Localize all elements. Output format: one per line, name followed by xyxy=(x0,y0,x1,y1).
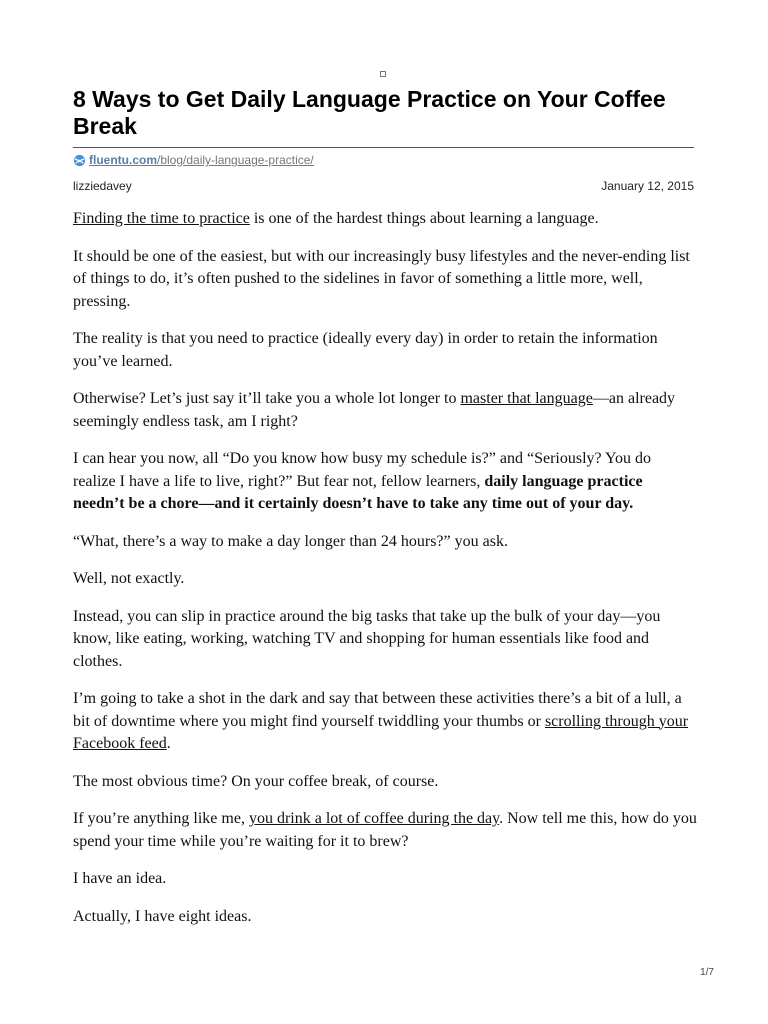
article-body xyxy=(73,208,697,943)
publish-date: January 12, 2015 xyxy=(601,179,694,193)
globe-icon xyxy=(73,154,86,167)
paragraph-text: I’m going to take a shot in the dark and say that between these activities there’s a bit of a lull, a bit of downtime where you might find yourself twiddling your thumbs or xyxy=(73,690,682,730)
article-title: 8 Ways to Get Daily Language Practice on Your Coffee Break xyxy=(73,86,666,139)
paragraph-text: . xyxy=(166,735,171,752)
source-domain: fluentu.com xyxy=(89,153,157,167)
paragraph: Well, not exactly. xyxy=(73,570,185,587)
paragraph: I have an idea. xyxy=(73,870,167,887)
author-name: lizziedavey xyxy=(73,179,132,193)
paragraph: Instead, you can slip in practice around the big tasks that take up the bulk of your day—you know, like eating, working, watching TV and shopping for human essentials like food and clothes. xyxy=(73,607,661,670)
paragraph: The reality is that you need to practice (ideally every day) in order to retain the information you’ve learned. xyxy=(73,330,658,370)
paragraph xyxy=(73,808,697,853)
link-scrolling-facebook[interactable]: scrolling through your Facebook feed xyxy=(73,712,689,752)
source-link-row[interactable] xyxy=(73,153,314,167)
paragraph xyxy=(73,208,697,231)
paragraph: “What, there’s a way to make a day longer than 24 hours?” you ask. xyxy=(73,532,508,550)
paragraph xyxy=(73,688,697,756)
paragraph-text: is one of the hardest things about learning a language. xyxy=(249,210,599,227)
paragraph-text: —an already seemingly endless task, am I right? xyxy=(73,390,676,430)
page-number: 1/7 xyxy=(700,967,714,978)
page-top-marker xyxy=(380,71,386,77)
paragraph xyxy=(73,388,697,433)
link-master-language[interactable]: master that language xyxy=(460,390,593,407)
paragraph-text: . Now tell me this, how do you spend your time while you’re waiting for it to brew? xyxy=(73,810,697,850)
paragraph: The most obvious time? On your coffee break, of course. xyxy=(73,772,439,790)
link-finding-time[interactable]: Finding the time to practice xyxy=(73,210,250,227)
paragraph-text: If you’re anything like me, xyxy=(73,810,249,827)
emphasis-text: daily language practice needn’t be a chore—and it certainly doesn’t have to take any time out of your day. xyxy=(73,472,643,512)
source-url-link[interactable] xyxy=(89,153,314,167)
paragraph xyxy=(73,448,697,516)
paragraph-text: I can hear you now, all “Do you know how busy my schedule is?” and “Seriously? You do realize I have a life to live, right?” But fear not, fellow learners, xyxy=(73,450,651,490)
paragraph: Actually, I have eight ideas. xyxy=(73,907,252,925)
paragraph-text: Otherwise? Let’s just say it’ll take you a whole lot longer to xyxy=(73,390,461,407)
title-divider xyxy=(73,147,694,148)
link-drink-coffee[interactable]: you drink a lot of coffee during the day xyxy=(248,810,500,827)
source-path: /blog/daily-language-practice/ xyxy=(157,153,314,167)
paragraph: It should be one of the easiest, but with our increasingly busy lifestyles and the never-ending list of things to do, it’s often pushed to the sidelines in favor of something a little more, well, pressing. xyxy=(73,247,690,310)
